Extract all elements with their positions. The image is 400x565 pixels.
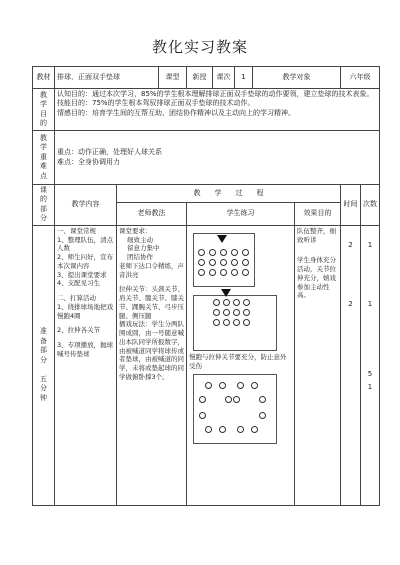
content-column-label: 教学内容 (55, 185, 117, 226)
count-column-label: 次数 (361, 185, 380, 226)
preparation-row (33, 225, 380, 505)
student-cell: 慢跑与拉伸关节要充分，防止意外受伤 (187, 225, 295, 505)
column-header-row-1 (33, 185, 380, 203)
formation-diagram-2 (189, 291, 292, 353)
header-row (33, 67, 380, 89)
lesson-type-value: 新授 (187, 67, 213, 89)
lesson-plan-table (32, 66, 380, 506)
formation-diagram-3 (189, 372, 292, 446)
lesson-type-label: 课型 (159, 67, 187, 89)
subject-value: 排球，正面双手垫球 (55, 67, 159, 89)
goals-row (33, 89, 380, 131)
page-title: 教化实习教案 (151, 38, 248, 56)
teacher-marker-icon (217, 235, 227, 243)
time-cell: 2 2 (341, 225, 361, 505)
effect-column-label: 效果目的 (295, 202, 341, 225)
preparation-label: 准 备 部 分 五 分 钟 (33, 225, 55, 505)
teacher-column-label: 老师教法 (117, 202, 187, 225)
key-points-row (33, 131, 380, 185)
target-value: 六年级 (341, 67, 380, 89)
student-column-label: 学生练习 (187, 202, 295, 225)
key-points-text: 重点：动作正确，处理好人球关系 难点：全身协调用力 (55, 131, 380, 185)
lesson-no-value: 1 (235, 67, 253, 89)
subject-label: 教材 (33, 67, 55, 89)
effect-cell: 队伍整齐，细致听讲 学生身体充分活动，关节拉伸充分，嬉戏参加主动性高。 (295, 225, 341, 505)
goals-text: 认知目的：通过本次学习，85%的学生根本理解排球正面双手垫球的动作要领，建立垫球的技术表象。 技能目的：75%的学生根本驾驭排球正面双手垫球的技术动作。 情感目的：培育学生间的互帮互助、团结协作精神以及主动向上的学习精神。 (55, 89, 380, 131)
process-column-label: 教 学 过 程 (117, 185, 341, 203)
teacher-marker-icon (221, 289, 231, 297)
lesson-no-label: 课次 (213, 67, 235, 89)
content-cell: 一、课堂常规 1、整理队伍，清点人数 2、师生问好，宣布本次课内容 3、提出课堂要求 4、支配见习生 二、打算活动 1、绕排球场地把戏慢跑4圈 2、拉伸各关节 3、专项播放，抛球喊号传垫球 (55, 225, 117, 505)
time-column-label: 时间 (341, 185, 361, 226)
section-column-label: 课 的 部 分 (33, 185, 55, 226)
key-points-label: 教 学 重 难 点 (33, 131, 55, 185)
count-cell: 1 1 5 1 (361, 225, 380, 505)
target-label: 教学对象 (253, 67, 341, 89)
teacher-cell: 课堂要求： 细致主动 留意力集中 团结协作 老师下达口令精练，声音洪亮 拉伸关节：头颈关节、肩关节、髋关节、膝关节、踝腕关节、弓步压腿、侧压腿 播戏玩法：学生分两队围成圆，由一号随意喊出本队同学所报数字，由被喊道同学将球传或者垫球，由被喊道的同学，未将或垫起球的同学做俯卧撑3个。 (117, 225, 187, 505)
goals-label: 教 学 目 的 (33, 89, 55, 131)
formation-diagram-1 (189, 229, 292, 289)
